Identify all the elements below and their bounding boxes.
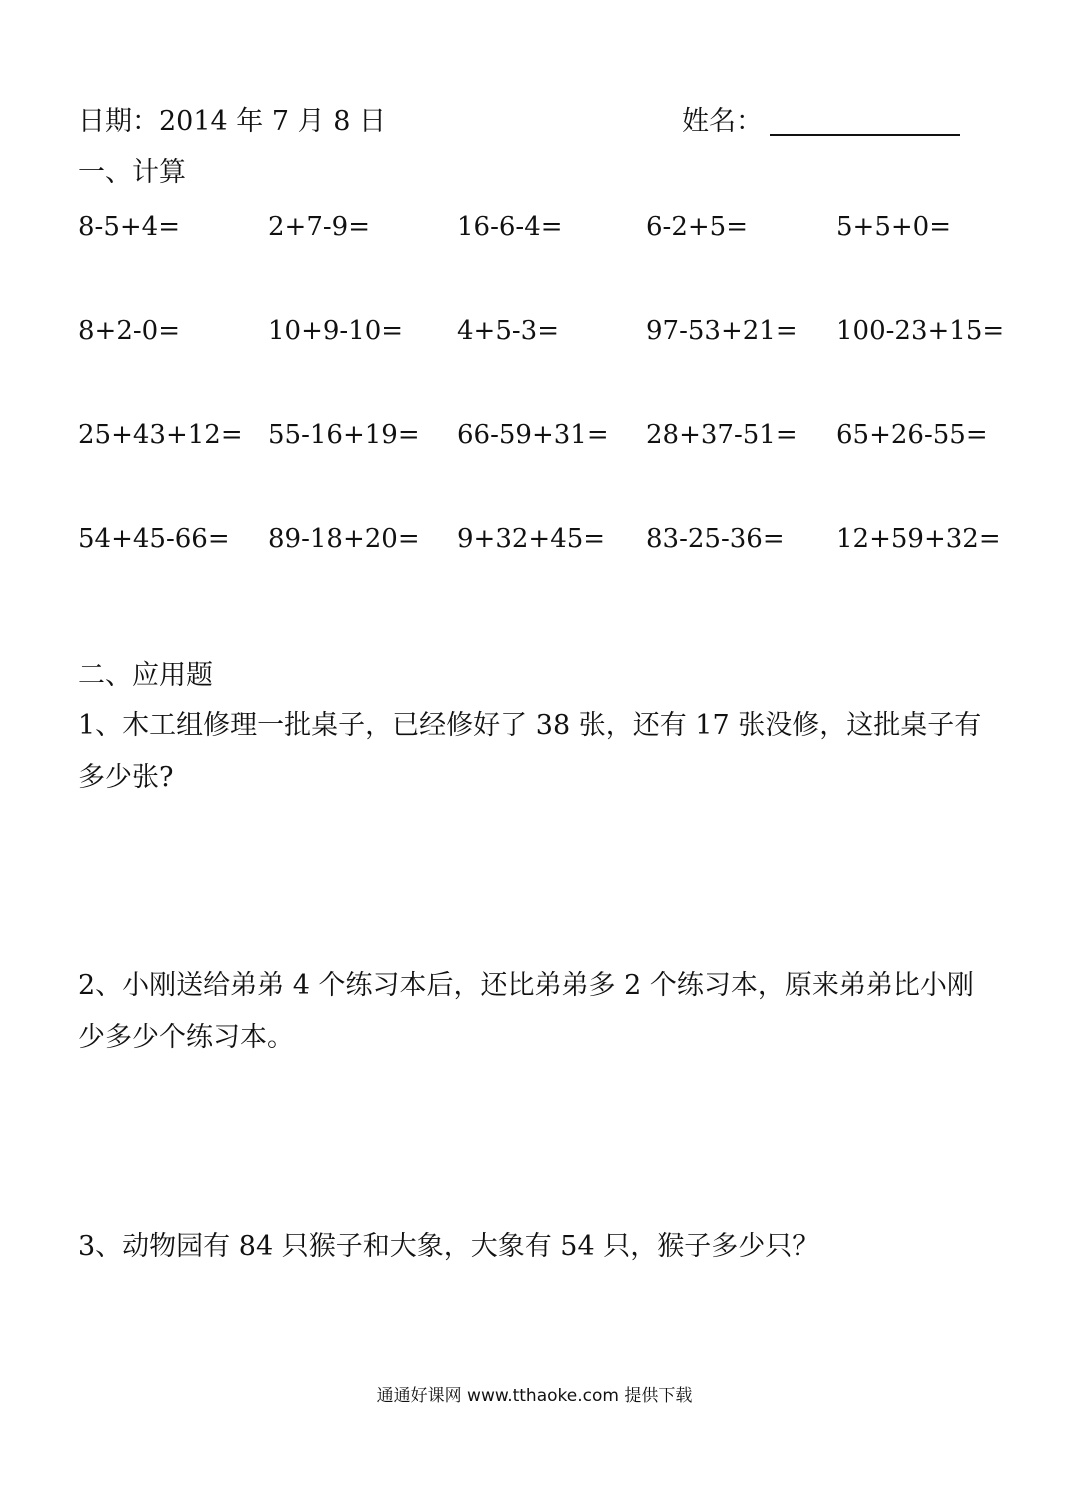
calc-item: 55-16+19= [268, 420, 420, 450]
calc-item: 6-2+5= [646, 212, 748, 242]
calc-item: 25+43+12= [78, 420, 243, 450]
calc-row [78, 207, 998, 311]
calc-grid [78, 207, 1005, 623]
date-label: 日期：2014 年 7 月 8 日 [78, 106, 386, 137]
section-word-problems-title: 二、应用题 [78, 660, 213, 691]
word-problem-1: 1、木工组修理一批桌子，已经修好了 38 张，还有 17 张没修，这批桌子有多少张? [78, 710, 982, 793]
calc-item: 65+26-55= [836, 420, 988, 450]
calc-item: 5+5+0= [836, 212, 951, 242]
footer-credit: 通通好课网 www.tthaoke.com 提供下载 [376, 1386, 693, 1406]
name-blank-line[interactable] [770, 134, 960, 136]
section-calc-title: 一、计算 [78, 157, 186, 188]
calc-item: 28+37-51= [646, 420, 798, 450]
header-row [78, 100, 978, 144]
calc-item: 54+45-66= [78, 524, 230, 554]
calc-item: 100-23+15= [836, 316, 1005, 346]
calc-row [78, 519, 1001, 623]
word-problem-3: 3、动物园有 84 只猴子和大象，大象有 54 只，猴子多少只？ [78, 1231, 820, 1262]
calc-item: 4+5-3= [457, 316, 559, 346]
calc-item: 2+7-9= [268, 212, 370, 242]
calc-item: 8-5+4= [78, 212, 180, 242]
calc-row [78, 415, 998, 519]
calc-item: 16-6-4= [457, 212, 563, 242]
name-label: 姓名： [682, 106, 763, 137]
calc-item: 97-53+21= [646, 316, 798, 346]
calc-item: 9+32+45= [457, 524, 606, 554]
calc-row [78, 311, 1005, 415]
calc-item: 10+9-10= [268, 316, 404, 346]
calc-item: 83-25-36= [646, 524, 785, 554]
word-problem-2: 2、小刚送给弟弟 4 个练习本后，还比弟弟多 2 个练习本，原来弟弟比小刚少多少个练习本。 [78, 970, 974, 1053]
calc-item: 8+2-0= [78, 316, 180, 346]
calc-item: 66-59+31= [457, 420, 609, 450]
calc-item: 89-18+20= [268, 524, 420, 554]
calc-item: 12+59+32= [836, 524, 1001, 554]
